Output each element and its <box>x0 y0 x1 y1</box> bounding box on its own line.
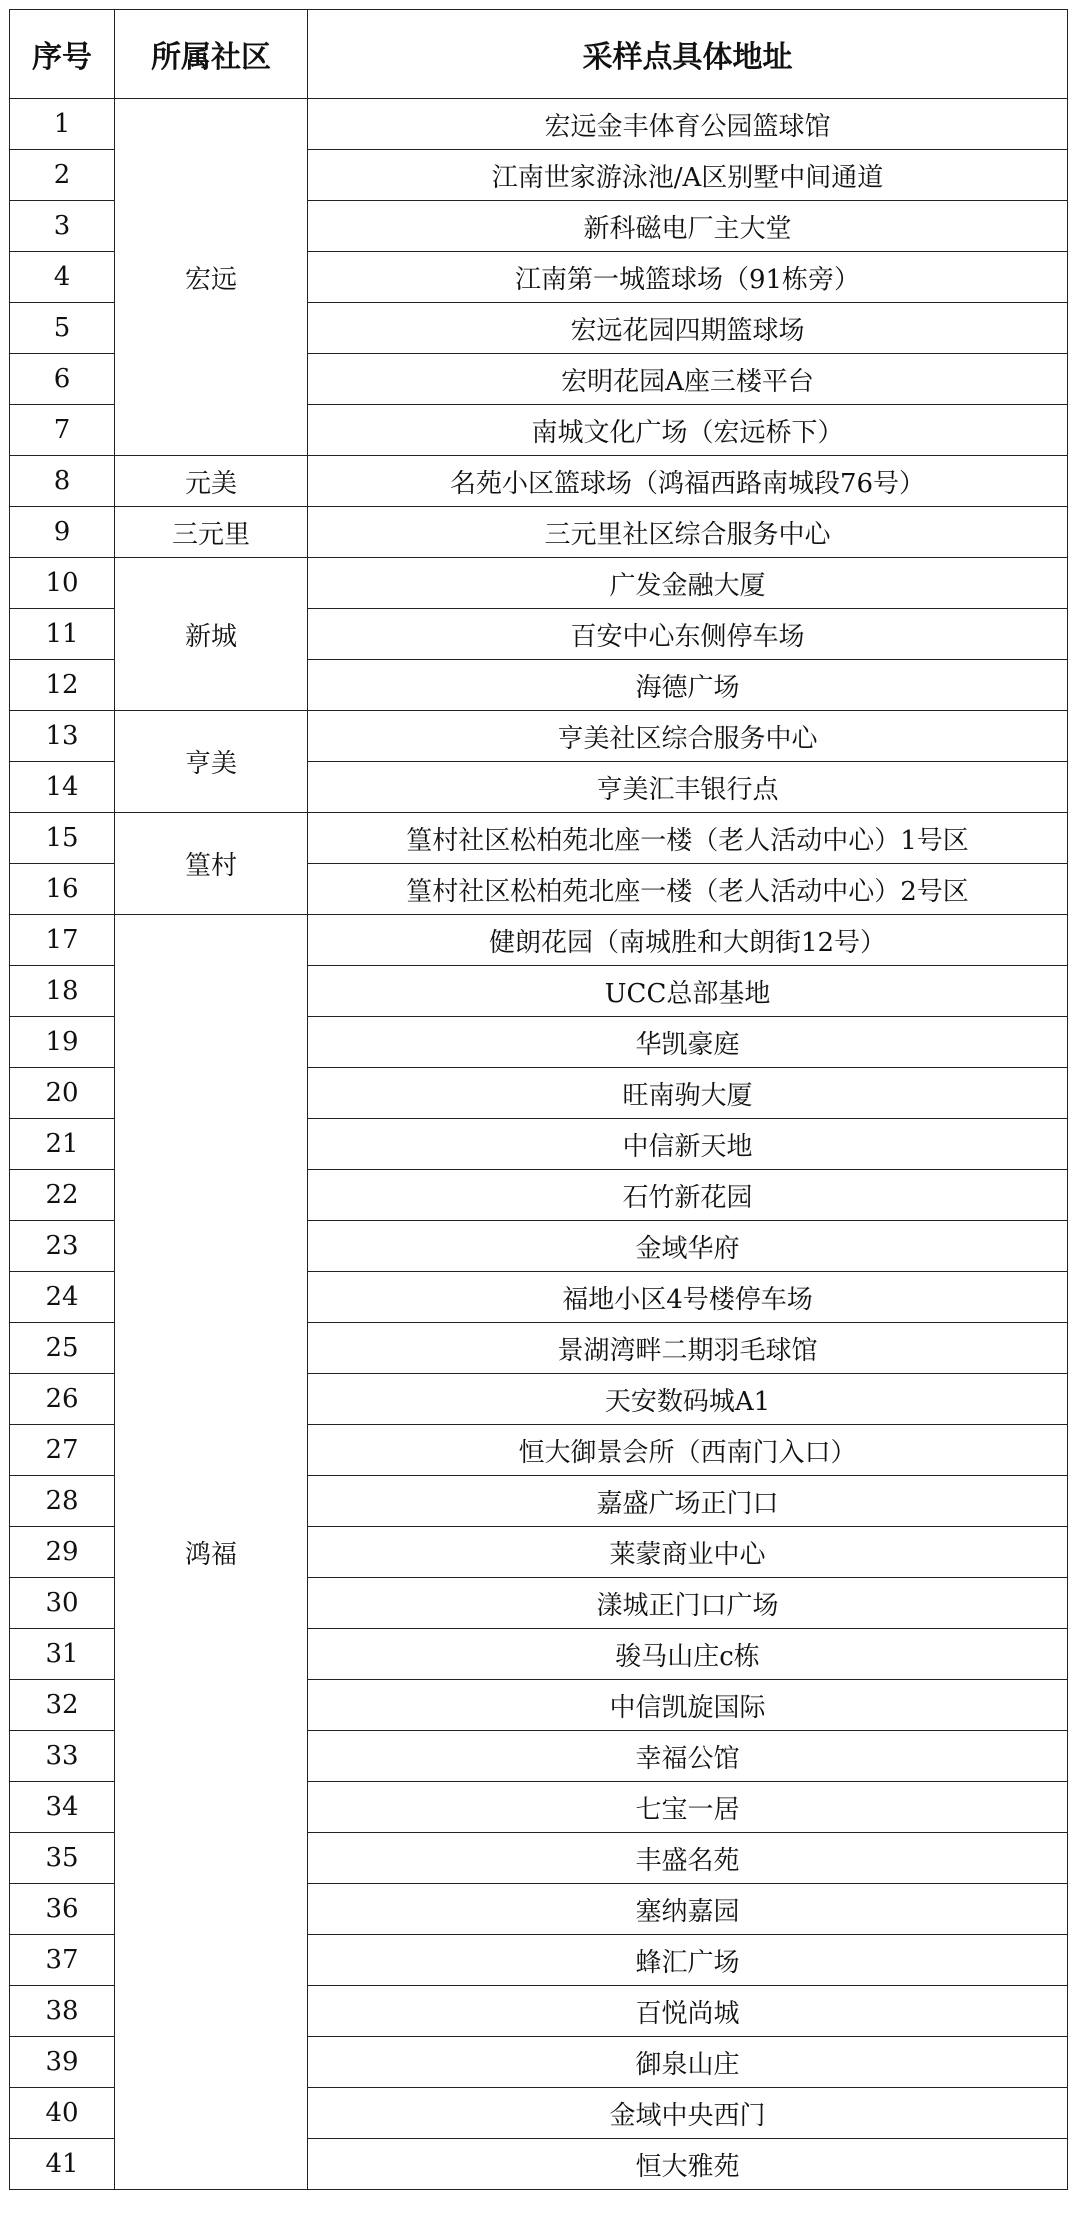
row-number-cell: 18 <box>10 966 115 1017</box>
address-cell: UCC总部基地 <box>308 966 1068 1017</box>
address-cell: 天安数码城A1 <box>308 1374 1068 1425</box>
address-cell: 塞纳嘉园 <box>308 1884 1068 1935</box>
address-cell: 莱蒙商业中心 <box>308 1527 1068 1578</box>
address-cell: 骏马山庄c栋 <box>308 1629 1068 1680</box>
community-cell: 宏远 <box>115 99 308 456</box>
address-cell: 恒大御景会所（西南门入口） <box>308 1425 1068 1476</box>
row-number-cell: 12 <box>10 660 115 711</box>
row-number-cell: 5 <box>10 303 115 354</box>
address-cell: 宏明花园A座三楼平台 <box>308 354 1068 405</box>
community-cell: 亨美 <box>115 711 308 813</box>
row-number-cell: 34 <box>10 1782 115 1833</box>
header-community: 所属社区 <box>115 10 308 99</box>
table-row <box>10 711 1068 762</box>
address-cell: 漾城正门口广场 <box>308 1578 1068 1629</box>
row-number-cell: 19 <box>10 1017 115 1068</box>
row-number-cell: 32 <box>10 1680 115 1731</box>
table-row <box>10 558 1068 609</box>
row-number-cell: 36 <box>10 1884 115 1935</box>
sampling-sites-table <box>9 9 1068 2190</box>
community-cell: 篁村 <box>115 813 308 915</box>
table-row <box>10 99 1068 150</box>
address-cell: 海德广场 <box>308 660 1068 711</box>
row-number-cell: 38 <box>10 1986 115 2037</box>
address-cell: 百安中心东侧停车场 <box>308 609 1068 660</box>
address-cell: 江南世家游泳池/A区别墅中间通道 <box>308 150 1068 201</box>
address-cell: 新科磁电厂主大堂 <box>308 201 1068 252</box>
row-number-cell: 30 <box>10 1578 115 1629</box>
community-cell: 新城 <box>115 558 308 711</box>
address-cell: 中信新天地 <box>308 1119 1068 1170</box>
row-number-cell: 33 <box>10 1731 115 1782</box>
address-cell: 篁村社区松柏苑北座一楼（老人活动中心）1号区 <box>308 813 1068 864</box>
row-number-cell: 29 <box>10 1527 115 1578</box>
address-cell: 华凯豪庭 <box>308 1017 1068 1068</box>
address-cell: 金域中央西门 <box>308 2088 1068 2139</box>
row-number-cell: 31 <box>10 1629 115 1680</box>
row-number-cell: 15 <box>10 813 115 864</box>
table-row <box>10 456 1068 507</box>
row-number-cell: 11 <box>10 609 115 660</box>
address-cell: 南城文化广场（宏远桥下） <box>308 405 1068 456</box>
table-row <box>10 507 1068 558</box>
address-cell: 丰盛名苑 <box>308 1833 1068 1884</box>
header-address: 采样点具体地址 <box>308 10 1068 99</box>
address-cell: 宏远金丰体育公园篮球馆 <box>308 99 1068 150</box>
row-number-cell: 25 <box>10 1323 115 1374</box>
row-number-cell: 35 <box>10 1833 115 1884</box>
row-number-cell: 17 <box>10 915 115 966</box>
table-body <box>10 99 1068 2190</box>
address-cell: 福地小区4号楼停车场 <box>308 1272 1068 1323</box>
row-number-cell: 16 <box>10 864 115 915</box>
row-number-cell: 21 <box>10 1119 115 1170</box>
row-number-cell: 40 <box>10 2088 115 2139</box>
row-number-cell: 22 <box>10 1170 115 1221</box>
address-cell: 恒大雅苑 <box>308 2139 1068 2190</box>
address-cell: 江南第一城篮球场（91栋旁） <box>308 252 1068 303</box>
header-number: 序号 <box>10 10 115 99</box>
row-number-cell: 39 <box>10 2037 115 2088</box>
address-cell: 中信凯旋国际 <box>308 1680 1068 1731</box>
row-number-cell: 3 <box>10 201 115 252</box>
address-cell: 石竹新花园 <box>308 1170 1068 1221</box>
table-header-row <box>10 10 1068 99</box>
address-cell: 广发金融大厦 <box>308 558 1068 609</box>
row-number-cell: 2 <box>10 150 115 201</box>
row-number-cell: 4 <box>10 252 115 303</box>
address-cell: 宏远花园四期篮球场 <box>308 303 1068 354</box>
row-number-cell: 13 <box>10 711 115 762</box>
row-number-cell: 7 <box>10 405 115 456</box>
address-cell: 百悦尚城 <box>308 1986 1068 2037</box>
table-row <box>10 915 1068 966</box>
address-cell: 蜂汇广场 <box>308 1935 1068 1986</box>
row-number-cell: 26 <box>10 1374 115 1425</box>
address-cell: 篁村社区松柏苑北座一楼（老人活动中心）2号区 <box>308 864 1068 915</box>
address-cell: 名苑小区篮球场（鸿福西路南城段76号） <box>308 456 1068 507</box>
row-number-cell: 9 <box>10 507 115 558</box>
address-cell: 幸福公馆 <box>308 1731 1068 1782</box>
row-number-cell: 14 <box>10 762 115 813</box>
address-cell: 健朗花园（南城胜和大朗街12号） <box>308 915 1068 966</box>
address-cell: 金域华府 <box>308 1221 1068 1272</box>
row-number-cell: 27 <box>10 1425 115 1476</box>
row-number-cell: 37 <box>10 1935 115 1986</box>
address-cell: 三元里社区综合服务中心 <box>308 507 1068 558</box>
address-cell: 七宝一居 <box>308 1782 1068 1833</box>
address-cell: 嘉盛广场正门口 <box>308 1476 1068 1527</box>
row-number-cell: 41 <box>10 2139 115 2190</box>
community-cell: 鸿福 <box>115 915 308 2190</box>
table-row <box>10 813 1068 864</box>
row-number-cell: 23 <box>10 1221 115 1272</box>
row-number-cell: 6 <box>10 354 115 405</box>
community-cell: 元美 <box>115 456 308 507</box>
community-cell: 三元里 <box>115 507 308 558</box>
address-cell: 旺南驹大厦 <box>308 1068 1068 1119</box>
address-cell: 亨美汇丰银行点 <box>308 762 1068 813</box>
row-number-cell: 28 <box>10 1476 115 1527</box>
row-number-cell: 20 <box>10 1068 115 1119</box>
address-cell: 景湖湾畔二期羽毛球馆 <box>308 1323 1068 1374</box>
row-number-cell: 1 <box>10 99 115 150</box>
row-number-cell: 10 <box>10 558 115 609</box>
row-number-cell: 8 <box>10 456 115 507</box>
address-cell: 御泉山庄 <box>308 2037 1068 2088</box>
address-cell: 亨美社区综合服务中心 <box>308 711 1068 762</box>
row-number-cell: 24 <box>10 1272 115 1323</box>
